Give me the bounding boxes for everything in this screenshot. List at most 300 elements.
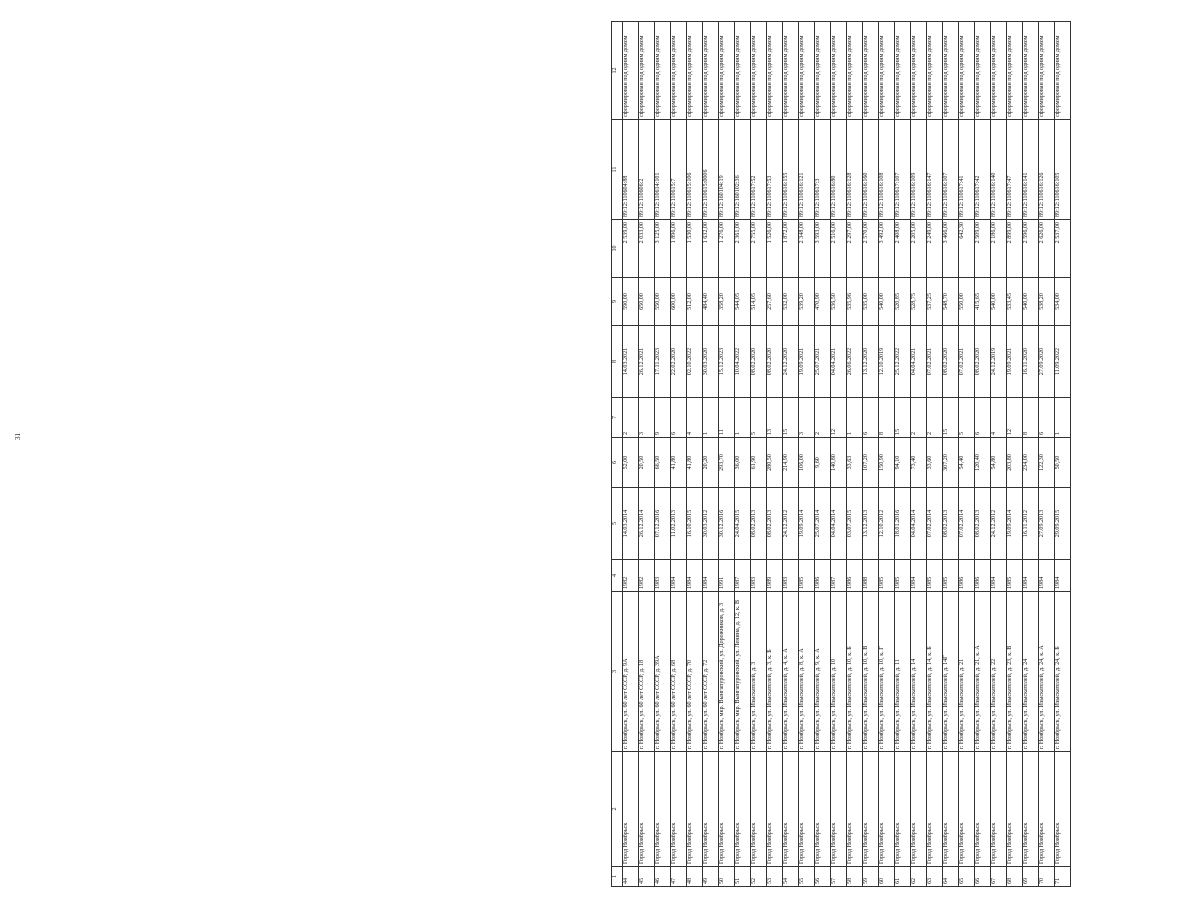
table-row	[911, 22, 927, 887]
table-cell: 1	[1055, 398, 1071, 438]
table-cell: 89:12:110616:155	[783, 120, 799, 220]
table-cell: 3 492,00	[879, 220, 895, 278]
table-cell: 89:12:110617:42	[975, 120, 991, 220]
table-row	[767, 22, 783, 887]
table-cell: Город Ноябрьск	[847, 752, 863, 867]
table-cell: 307,20	[943, 438, 959, 488]
table-cell: 89:12:110616:147	[927, 120, 943, 220]
table-cell: сформирован под одним домом	[1039, 22, 1055, 120]
table-cell: 33,60	[927, 438, 943, 488]
table-cell: 16.10.2015	[687, 488, 703, 560]
table-cell: 539,20	[799, 278, 815, 326]
table-cell: 57	[831, 867, 847, 887]
table-cell: 1982	[639, 560, 655, 592]
table-cell: 1985	[927, 560, 943, 592]
table-cell: 122,30	[1039, 438, 1055, 488]
table-cell: 1991	[719, 560, 735, 592]
table-cell: г. Ноябрьск, ул. 60 лет СССР, д. 70	[687, 592, 703, 752]
table-cell: 550,00	[959, 278, 975, 326]
table-cell: 89:12:110616:126	[1039, 120, 1055, 220]
table-cell: г. Ноябрьск, ул. Изыскателей, д. 3	[751, 592, 767, 752]
table-cell: 69	[1023, 867, 1039, 887]
table-row	[847, 22, 863, 887]
table-cell: 19.09.2021	[1007, 326, 1023, 398]
table-cell: Город Ноябрьск	[735, 752, 751, 867]
table-cell: 04.04.2014	[911, 488, 927, 560]
table-cell: 293,70	[719, 438, 735, 488]
table-cell: 514,05	[751, 278, 767, 326]
table-cell: г. Ноябрьск, ул. 60 лет СССР, д. 18	[639, 592, 655, 752]
table-cell: Город Ноябрьск	[879, 752, 895, 867]
table-body	[612, 22, 1071, 887]
table-cell: 528,75	[911, 278, 927, 326]
table-cell: 1 632,00	[703, 220, 719, 278]
table-cell: 24.12.2020	[783, 326, 799, 398]
table-cell: 2 899,00	[1007, 220, 1023, 278]
header-cell: 12	[612, 22, 623, 120]
table-cell: 63	[927, 867, 943, 887]
table-cell: 11	[719, 398, 735, 438]
table-cell: 650,00	[639, 278, 655, 326]
header-cell: 1	[612, 867, 623, 887]
table-cell: Город Ноябрьск	[719, 752, 735, 867]
table-cell: 13	[767, 398, 783, 438]
table-cell: сформирован под одним домом	[799, 22, 815, 120]
table-cell: Город Ноябрьск	[975, 752, 991, 867]
table-cell: 2 297,00	[847, 220, 863, 278]
table-cell: 02.10.2022	[687, 326, 703, 398]
table-cell: 11.09.2022	[1055, 326, 1071, 398]
table-cell: 44	[623, 867, 639, 887]
table-cell: 2 186,00	[991, 220, 1007, 278]
table-cell: 2	[815, 398, 831, 438]
table-cell: 9,60	[815, 438, 831, 488]
table-cell: сформирован под одним домом	[975, 22, 991, 120]
table-cell: 532,00	[783, 278, 799, 326]
table-row	[1023, 22, 1039, 887]
table-cell: 106,00	[799, 438, 815, 488]
table-cell: 4	[687, 398, 703, 438]
table-cell: 1984	[1039, 560, 1055, 592]
table-cell: 234,00	[1023, 438, 1039, 488]
table-cell: Город Ноябрьск	[687, 752, 703, 867]
table-row	[735, 22, 751, 887]
table-cell: 66,50	[655, 438, 671, 488]
table-cell: 41,80	[671, 438, 687, 488]
table-cell: 214,90	[783, 438, 799, 488]
table-cell: сформирован под одним домом	[639, 22, 655, 120]
table-cell: г. Ноябрьск, ул. Изыскателей, д. 10	[831, 592, 847, 752]
table-cell: 89:12:110616:121	[799, 120, 815, 220]
table-cell: 1985	[1007, 560, 1023, 592]
table-cell: 3	[639, 398, 655, 438]
table-cell: 68	[1007, 867, 1023, 887]
table-cell: 2 516,00	[831, 220, 847, 278]
table-cell: 89:12:110616:108	[879, 120, 895, 220]
table-cell: 1984	[703, 560, 719, 592]
table-cell: г. Ноябрьск, ул. Изыскателей, д. 23, к. В	[1007, 592, 1023, 752]
table-cell: 415,65	[975, 278, 991, 326]
table-cell: 12.10.2012	[879, 488, 895, 560]
table-cell: г. Ноябрьск, мкр. Вынгапуровский, ул. Дорожников, д. 3	[719, 592, 735, 752]
table-cell: 20,20	[703, 438, 719, 488]
table-cell: 1	[735, 398, 751, 438]
table-cell: 14.03.2021	[623, 326, 639, 398]
table-cell: 19.09.2014	[1007, 488, 1023, 560]
table-cell: 1985	[799, 560, 815, 592]
table-cell: 600,00	[671, 278, 687, 326]
table-row	[623, 22, 639, 887]
table-cell: 30.03.2020	[703, 326, 719, 398]
table-cell: 89:12:160104:19	[719, 120, 735, 220]
table-cell: 1985	[943, 560, 959, 592]
table-cell: 540,00	[1023, 278, 1039, 326]
table-cell: 13.12.2020	[863, 326, 879, 398]
table-cell: 203,80	[1007, 438, 1023, 488]
page-number: 31	[14, 433, 22, 440]
table-cell: сформирован под одним домом	[991, 22, 1007, 120]
table-cell: 12	[1007, 398, 1023, 438]
table-cell: 08.02.2013	[767, 488, 783, 560]
table-row	[831, 22, 847, 887]
header-cell: 8	[612, 326, 623, 398]
table-cell: 535,00	[863, 278, 879, 326]
table-row	[639, 22, 655, 887]
table-cell: сформирован под одним домом	[671, 22, 687, 120]
table-cell: 54,80	[991, 438, 1007, 488]
table-cell: Город Ноябрьск	[959, 752, 975, 867]
header-cell: 10	[612, 220, 623, 278]
table-cell: 89:12:110616:141	[1023, 120, 1039, 220]
header-cell: 9	[612, 278, 623, 326]
table-row	[879, 22, 895, 887]
table-cell: 89:12:110616:128	[847, 120, 863, 220]
table-cell: 5	[751, 398, 767, 438]
table-cell: г. Ноябрьск, ул. Изыскателей, д. 14	[911, 592, 927, 752]
table-cell: сформирован под одним домом	[1007, 22, 1023, 120]
table-cell: 08.02.2013	[975, 488, 991, 560]
table-row	[975, 22, 991, 887]
table-cell: 19.09.2014	[799, 488, 815, 560]
table-row	[959, 22, 975, 887]
table-cell: 533,45	[1007, 278, 1023, 326]
table-cell: 1986	[847, 560, 863, 592]
table-cell: 22.02.2020	[671, 326, 687, 398]
table-cell: 15	[943, 398, 959, 438]
table-cell: 1	[703, 398, 719, 438]
table-cell: 04.04.2021	[831, 326, 847, 398]
table-cell: 73,40	[911, 438, 927, 488]
table-cell: сформирован под одним домом	[1055, 22, 1071, 120]
header-cell: 3	[612, 592, 623, 752]
table-cell: 534,00	[1055, 278, 1071, 326]
table-cell: г. Ноябрьск, ул. 60 лет СССР, д. 68	[671, 592, 687, 752]
table-cell: 54,40	[959, 438, 975, 488]
table-cell: 89:12:110604:88	[623, 120, 639, 220]
table-cell: Город Ноябрьск	[671, 752, 687, 867]
table-cell: сформирован под одним домом	[623, 22, 639, 120]
table-cell: 45	[639, 867, 655, 887]
table-cell: 52,00	[623, 438, 639, 488]
table-row	[991, 22, 1007, 887]
table-cell: 2 626,00	[1039, 220, 1055, 278]
table-cell: 538,20	[1039, 278, 1055, 326]
table-cell: Город Ноябрьск	[1039, 752, 1055, 867]
table-cell: 1984	[671, 560, 687, 592]
table-cell: сформирован под одним домом	[879, 22, 895, 120]
table-cell: 150,90	[879, 438, 895, 488]
table-cell: 89:12:110617:3	[815, 120, 831, 220]
table-cell: 62	[911, 867, 927, 887]
table-cell: Город Ноябрьск	[1023, 752, 1039, 867]
table-cell: 1 530,00	[687, 220, 703, 278]
table-cell: 61,90	[751, 438, 767, 488]
table-cell: г. Ноябрьск, ул. Изыскателей, д. 24, к. Б	[1055, 592, 1071, 752]
table-cell: 53	[767, 867, 783, 887]
table-cell: 89:12:160102:36	[735, 120, 751, 220]
table-cell: 24.04.2015	[735, 488, 751, 560]
table-cell: 26.06.2022	[847, 326, 863, 398]
table-cell: 27.09.2013	[1039, 488, 1055, 560]
housing-table	[611, 21, 1071, 887]
table-cell: 25.07.2014	[815, 488, 831, 560]
table-cell: 484,40	[703, 278, 719, 326]
table-cell: 3	[799, 398, 815, 438]
table-cell: 89:12:110615:0006	[703, 120, 719, 220]
table-cell: 14.03.2014	[623, 488, 639, 560]
table-cell: 470,90	[815, 278, 831, 326]
table-cell: 50	[719, 867, 735, 887]
table-row	[783, 22, 799, 887]
table-cell: 1986	[975, 560, 991, 592]
table-cell: 89:12:110616:160	[863, 120, 879, 220]
table-cell: г. Ноябрьск, ул. Изыскателей, д. 24	[1023, 592, 1039, 752]
table-cell: 280,50	[767, 438, 783, 488]
table-cell: Город Ноябрьск	[655, 752, 671, 867]
table-cell: 52	[751, 867, 767, 887]
table-cell: 24.12.2012	[991, 488, 1007, 560]
table-cell: Город Ноябрьск	[783, 752, 799, 867]
table-cell: Город Ноябрьск	[831, 752, 847, 867]
header-cell: 2	[612, 752, 623, 867]
table-cell: 89:12:110616:107	[943, 120, 959, 220]
table-cell: 520,85	[895, 278, 911, 326]
table-cell: г. Ноябрьск, ул. 60 лет СССР, д. 9А	[623, 592, 639, 752]
table-cell: 2 570,00	[863, 220, 879, 278]
table-cell: Город Ноябрьск	[815, 752, 831, 867]
table-cell: 89:12:110614:101	[655, 120, 671, 220]
table-cell: 89:12:110616:80	[831, 120, 847, 220]
table-cell: сформирован под одним домом	[847, 22, 863, 120]
table-cell: г. Ноябрьск, ул. Изыскателей, д. 21, к. А	[975, 592, 991, 752]
table-cell: 8	[1023, 398, 1039, 438]
table-row	[687, 22, 703, 887]
table-row	[943, 22, 959, 887]
table-cell: 107,20	[863, 438, 879, 488]
table-cell: 07.02.2014	[927, 488, 943, 560]
table-cell: 1 896,00	[671, 220, 687, 278]
table-cell: 12	[831, 398, 847, 438]
table-cell: 25.07.2021	[815, 326, 831, 398]
table-cell: 120,40	[975, 438, 991, 488]
table-cell: 89:12:110615:7	[671, 120, 687, 220]
table-cell: 1984	[687, 560, 703, 592]
table-row	[703, 22, 719, 887]
table-cell: 1982	[623, 560, 639, 592]
table-cell: 2	[623, 398, 639, 438]
table-cell: сформирован под одним домом	[687, 22, 703, 120]
table-cell: Город Ноябрьск	[911, 752, 927, 867]
table-cell: сформирован под одним домом	[783, 22, 799, 120]
table-cell: 67	[991, 867, 1007, 887]
header-cell: 6	[612, 438, 623, 488]
table-cell: 59	[863, 867, 879, 887]
table-cell: 89:12:110617:107	[895, 120, 911, 220]
table-cell: 04.04.2021	[911, 326, 927, 398]
table-cell: 16.11.2020	[1023, 326, 1039, 398]
table-cell: г. Ноябрьск, ул. Изыскателей, д. 10, к. Б	[847, 592, 863, 752]
table-cell: 1	[847, 398, 863, 438]
table-cell: 2 509,00	[975, 220, 991, 278]
table-cell: 64	[943, 867, 959, 887]
table-cell: 66	[975, 867, 991, 887]
table-cell: 48	[687, 867, 703, 887]
table-cell: 140,80	[831, 438, 847, 488]
table-cell: 1 872,00	[783, 220, 799, 278]
table-cell: 50,50	[1055, 438, 1071, 488]
table-cell: 49	[703, 867, 719, 887]
table-cell: сформирован под одним домом	[767, 22, 783, 120]
table-cell: 41,80	[687, 438, 703, 488]
table-cell: 13.12.2013	[863, 488, 879, 560]
table-cell: 10.04.2022	[735, 326, 751, 398]
table-cell: 17.11.2023	[655, 326, 671, 398]
table-cell: 2 348,00	[799, 220, 815, 278]
table-cell: 19.09.2021	[799, 326, 815, 398]
header-cell: 4	[612, 560, 623, 592]
table-cell: 07.02.2021	[959, 326, 975, 398]
table-cell: сформирован под одним домом	[815, 22, 831, 120]
table-cell: г. Ноябрьск, ул. 60 лет СССР, д. 39А	[655, 592, 671, 752]
table-cell: 2 539,00	[623, 220, 639, 278]
table-cell: 6	[975, 398, 991, 438]
table-cell: сформирован под одним домом	[719, 22, 735, 120]
table-cell: 2 249,00	[927, 220, 943, 278]
table-cell: 3 466,00	[943, 220, 959, 278]
table-cell: 55	[799, 867, 815, 887]
table-cell: 590,00	[623, 278, 639, 326]
table-cell: 1983	[655, 560, 671, 592]
table-cell: 2 596,00	[1023, 220, 1039, 278]
table-cell: 540,00	[879, 278, 895, 326]
table-cell: 89:12:110617:53	[767, 120, 783, 220]
table-cell: 2 755,00	[751, 220, 767, 278]
table-cell: сформирован под одним домом	[911, 22, 927, 120]
table-cell: 08.02.2013	[943, 488, 959, 560]
table-cell: 26.12.2021	[639, 326, 655, 398]
table-cell: 89:12:110617:41	[959, 120, 975, 220]
table-cell: 2	[911, 398, 927, 438]
table-cell: 36,00	[735, 438, 751, 488]
table-row	[751, 22, 767, 887]
table-cell: 65	[959, 867, 975, 887]
table-cell: 29.09.2015	[1055, 488, 1071, 560]
table-cell: 08.02.2013	[751, 488, 767, 560]
table-cell: 33,63	[847, 438, 863, 488]
table-cell: 3 125,00	[655, 220, 671, 278]
table-cell: 60	[879, 867, 895, 887]
table-cell: 642,30	[959, 220, 975, 278]
table-cell: 56	[815, 867, 831, 887]
table-cell: 1983	[783, 560, 799, 592]
table-cell: 1984	[911, 560, 927, 592]
table-cell: 2 537,00	[1055, 220, 1071, 278]
table-cell: 07.02.2014	[959, 488, 975, 560]
table-cell: Город Ноябрьск	[751, 752, 767, 867]
table-cell: г. Ноябрьск, ул. Изыскателей, д. 3, к. Б	[767, 592, 783, 752]
table-cell: г. Ноябрьск, ул. Изыскателей, д. 14Г	[943, 592, 959, 752]
table-cell: 8	[879, 398, 895, 438]
table-cell: 89:12:110617:47	[1007, 120, 1023, 220]
table-cell: 89:12:110617:52	[751, 120, 767, 220]
table-cell: 58	[847, 867, 863, 887]
table-cell: 2 033,00	[639, 220, 655, 278]
table-cell: Город Ноябрьск	[623, 752, 639, 867]
table-cell: 550,00	[655, 278, 671, 326]
table-row	[1055, 22, 1071, 887]
table-row	[1039, 22, 1055, 887]
table-cell: 08.02.2020	[975, 326, 991, 398]
table-cell: 18.01.2016	[895, 488, 911, 560]
table-cell: 54	[783, 867, 799, 887]
table-cell: сформирован под одним домом	[927, 22, 943, 120]
table-cell: 6	[863, 398, 879, 438]
table-cell: 03.07.2015	[847, 488, 863, 560]
table-cell: 15	[895, 398, 911, 438]
table-cell: 3 593,00	[815, 220, 831, 278]
table-cell: 358,20	[719, 278, 735, 326]
table-cell: 1984	[1055, 560, 1071, 592]
table-row	[799, 22, 815, 887]
table-cell: сформирован под одним домом	[735, 22, 751, 120]
table-row	[927, 22, 943, 887]
table-cell: 20,50	[639, 438, 655, 488]
table-cell: сформирован под одним домом	[751, 22, 767, 120]
table-cell: г. Ноябрьск, ул. 60 лет СССР, д. 72	[703, 592, 719, 752]
table-cell: 1985	[895, 560, 911, 592]
table-cell: 9	[655, 398, 671, 438]
table-cell: г. Ноябрьск, мкр. Вынгапуровский, ул. Ленина, д. 12, к. В	[735, 592, 751, 752]
table-cell: Город Ноябрьск	[943, 752, 959, 867]
table-row	[655, 22, 671, 887]
table-cell: 15	[783, 398, 799, 438]
rotated-page	[611, 22, 1191, 887]
table-cell: сформирован под одним домом	[831, 22, 847, 120]
table-cell: 1 276,00	[719, 220, 735, 278]
table-cell: Город Ноябрьск	[767, 752, 783, 867]
table-cell: 89:12:110615:106	[687, 120, 703, 220]
table-cell: 16.11.2012	[1023, 488, 1039, 560]
table-cell: 1984	[991, 560, 1007, 592]
table-cell: 25.12.2022	[895, 326, 911, 398]
table-cell: 1987	[831, 560, 847, 592]
table-cell: 1987	[735, 560, 751, 592]
table-cell: Город Ноябрьск	[1055, 752, 1071, 867]
table-row	[671, 22, 687, 887]
table-cell: 47	[671, 867, 687, 887]
table-cell: 1988	[863, 560, 879, 592]
table-cell: Город Ноябрьск	[799, 752, 815, 867]
